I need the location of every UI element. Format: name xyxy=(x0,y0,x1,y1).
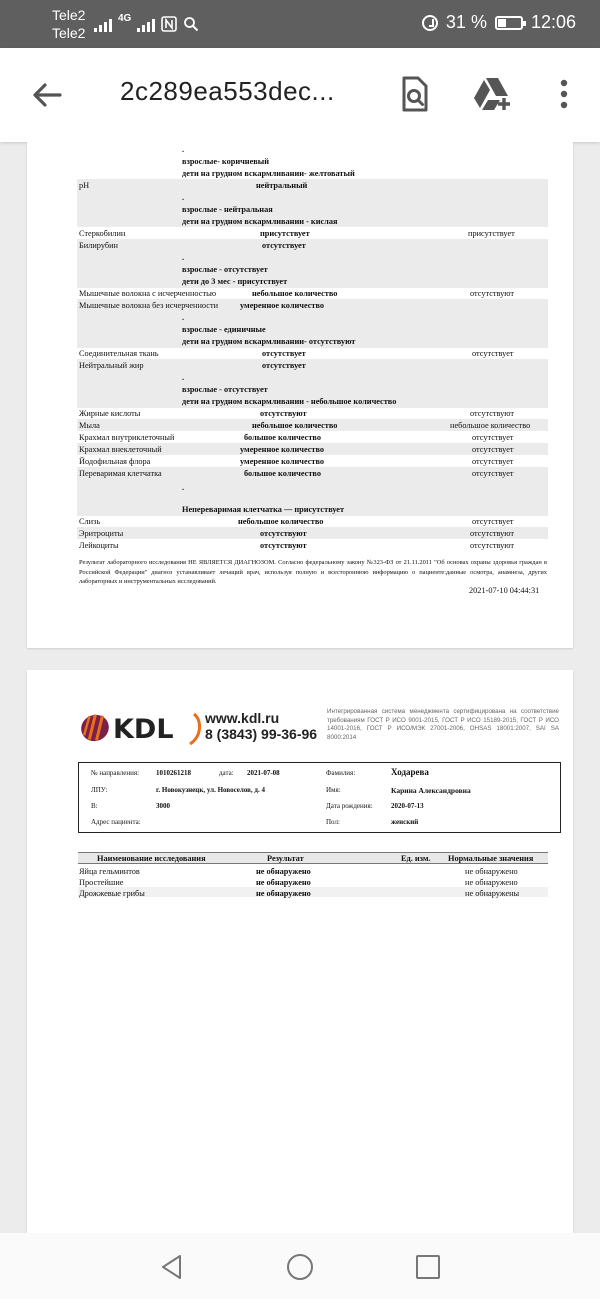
column-header: Наименование исследования xyxy=(97,854,206,863)
dot-marker: . xyxy=(182,253,185,262)
disclaimer-text: Результат лабораторного исследования НЕ ЯВЛЯЕТСЯ ДИАГНОЗОМ. Согласно федеральному закону №323-ФЗ от 21.11.2011 "Об основах охраны здоровья граждан в Российской Федерации" диагноз устанавливает лечащий врач, используя полную и всестороннюю информацию о пациенте:данные осмотра, анамнеза, других лабораторных и инструментальных исследований. xyxy=(79,559,547,586)
test-name-ph: pH xyxy=(79,181,90,190)
test-norm-erythrocytes: отсутствуют xyxy=(470,529,515,538)
referral-date: 2021-07-08 xyxy=(247,769,280,777)
test-result-digestible-fiber: большое количество xyxy=(244,469,321,478)
norm-line: взрослые - нейтральная xyxy=(182,205,273,214)
norm-line: взрослые - отсутствует xyxy=(182,265,268,274)
battery-percent: 31 % xyxy=(445,12,487,32)
pdf-page-2 xyxy=(27,670,573,1233)
table-row-name: Простейшие xyxy=(79,878,124,887)
norm-line: дети на грудном вскармливании- желтоватый xyxy=(182,169,355,178)
test-result-ph: нейтральный xyxy=(256,181,308,190)
test-norm-mucus: отсутствует xyxy=(472,517,514,526)
test-norm-starch-intra: отсутствует xyxy=(472,433,514,442)
date-label: дата: xyxy=(219,769,234,777)
test-result-bilirubin: отсутствует xyxy=(262,241,306,250)
test-name-iodophil: Йодофильная флора xyxy=(79,457,151,466)
referral-number: 1010261218 xyxy=(156,769,191,777)
carrier-names xyxy=(52,6,85,42)
test-norm-iodophil: отсутствует xyxy=(472,457,514,466)
test-name-starch-intra: Крахмал внутриклеточный xyxy=(79,433,175,442)
test-name-bilirubin: Билирубин xyxy=(79,241,118,250)
battery-icon xyxy=(495,16,523,30)
find-in-document-icon[interactable] xyxy=(394,74,434,114)
test-result-starch-extra: умеренное количество xyxy=(240,445,325,454)
dot-marker: . xyxy=(182,313,185,322)
column-header: Ед. изм. xyxy=(401,854,431,863)
table-row-name: Дрожжевые грибы xyxy=(79,889,145,898)
norm-line: взрослые - единичные xyxy=(182,325,266,334)
sex-label: Пол: xyxy=(326,818,340,826)
norm-line: дети на грудном вскармливании- отсутствуют xyxy=(182,337,356,346)
dob-label: Дата рождения: xyxy=(326,802,373,810)
patient-info-box xyxy=(78,762,561,833)
test-result-iodophil: умеренное количество xyxy=(240,457,325,466)
norm-line: дети до 3 мес - присутствует xyxy=(182,277,288,286)
test-result-mucus: небольшое количество xyxy=(238,517,324,526)
test-result-muscle-1: небольшое количество xyxy=(252,289,338,298)
dob-value: 2020-07-13 xyxy=(391,802,424,810)
test-name-stercobilin: Стеркобилин xyxy=(79,229,126,238)
doctor-value: 3000 xyxy=(156,802,170,810)
carrier-1: Tele2 xyxy=(52,7,86,23)
dot-marker: . xyxy=(182,193,185,202)
test-name-erythrocytes: Эритроциты xyxy=(79,529,124,538)
test-norm-digestible-fiber: отсутствует xyxy=(472,469,514,478)
back-arrow-icon[interactable] xyxy=(30,78,64,112)
norm-line: дети на грудном вскармливании - небольшое количество xyxy=(182,397,397,406)
test-name-soap: Мыла xyxy=(79,421,100,430)
test-name-starch-extra: Крахмал внеклеточный xyxy=(79,445,162,454)
test-result-neutral-fat: отсутствует xyxy=(262,361,306,370)
dot-marker: . xyxy=(182,373,185,382)
table-row-norm: не обнаружены xyxy=(465,889,520,898)
print-timestamp: 2021-07-10 04:44:31 xyxy=(469,586,540,595)
status-right xyxy=(422,12,576,33)
nav-recents-icon[interactable] xyxy=(414,1253,442,1281)
column-header: Результат xyxy=(267,854,304,863)
more-options-icon[interactable] xyxy=(545,74,583,114)
lpu-label: ЛПУ: xyxy=(91,786,108,794)
test-result-connective: отсутствует xyxy=(262,349,306,358)
test-norm-soap: небольшое количество xyxy=(450,421,531,430)
dot-marker: . xyxy=(182,483,185,492)
system-nav-bar xyxy=(0,1233,600,1299)
document-title: 2c289ea553dec... xyxy=(120,76,335,106)
table-row-result: не обнаружено xyxy=(256,878,311,887)
test-name-muscle-1: Мышечные волокна с исчерченностью xyxy=(79,289,217,298)
table-row-norm: не обнаружено xyxy=(465,867,518,876)
signal-icon xyxy=(94,18,112,32)
test-result-muscle-2: умеренное количество xyxy=(240,301,325,310)
indigestible-fiber-line: Непереваримая клетчатка — присутствует xyxy=(182,505,345,514)
test-norm-connective: отсутствует xyxy=(472,349,514,358)
test-norm-leukocytes: отсутствуют xyxy=(470,541,515,550)
test-norm-stercobilin: присутствует xyxy=(468,229,515,238)
status-bar xyxy=(0,0,600,48)
table-row-norm: не обнаружено xyxy=(465,878,518,887)
table-row-result: не обнаружено xyxy=(256,889,311,898)
row-band xyxy=(77,179,548,191)
signal-icon-2 xyxy=(137,18,155,32)
test-result-starch-intra: большое количество xyxy=(244,433,321,442)
surname-label: Фамилия: xyxy=(326,769,356,777)
surname-value: Ходарева xyxy=(391,767,429,777)
table-row-result: не обнаружено xyxy=(256,867,311,876)
svg-text:KDL: KDL xyxy=(113,714,174,745)
clock: 12:06 xyxy=(530,12,576,32)
network-type: 4G xyxy=(118,13,132,24)
test-result-soap: небольшое количество xyxy=(252,421,338,430)
test-name-fatty-acids: Жирные кислоты xyxy=(79,409,141,418)
app-bar xyxy=(0,48,600,142)
norm-line: взрослые- коричневый xyxy=(182,157,270,166)
test-result-stercobilin: присутствует xyxy=(260,229,310,238)
test-result-fatty-acids: отсутствуют xyxy=(260,409,307,418)
dot-marker: . xyxy=(182,145,185,154)
test-result-leukocytes: отсутствуют xyxy=(260,541,307,550)
test-norm-fatty-acids: отсутствуют xyxy=(470,409,515,418)
carrier-2: Tele2 xyxy=(52,25,86,41)
test-name-mucus: Слизь xyxy=(79,517,101,526)
norm-line: взрослые - отсутствует xyxy=(182,385,268,394)
name-value: Карина Александровна xyxy=(391,786,471,795)
test-name-muscle-2: Мышечные волокна без исчерченности xyxy=(79,301,219,310)
sex-value: женский xyxy=(391,818,419,826)
pdf-page-1 xyxy=(27,142,573,648)
search-icon xyxy=(183,16,199,32)
test-name-digestible-fiber: Переваримая клетчатка xyxy=(79,469,162,478)
test-result-erythrocytes: отсутствуют xyxy=(260,529,307,538)
address-label: Адрес пациента: xyxy=(91,818,141,826)
test-name-neutral-fat: Нейтральный жир xyxy=(79,361,144,370)
doctor-label: В: xyxy=(91,802,98,810)
test-name-leukocytes: Лейкоциты xyxy=(79,541,119,550)
signal-icons xyxy=(94,14,199,32)
nav-home-icon[interactable] xyxy=(286,1253,314,1281)
alarm-icon xyxy=(422,15,438,31)
certification-text: Интегрированная система менеджмента сертифицирована на соответствие требованиям ГОСТ Р ИСО 9001-2015, ГОСТ Р ИСО 15189-2015, ГОСТ Р ИСО 14001-2016, ГОСТ Р ИСО/МЭК 27001-2006, OHSAS 18001:2007, SAI SA 8000:2014 xyxy=(327,708,559,741)
column-header: Нормальные значения xyxy=(448,854,534,863)
norm-line: дети на грудном вскармливании - кислая xyxy=(182,217,338,226)
row-band xyxy=(77,239,548,288)
name-label: Имя: xyxy=(326,786,341,794)
test-name-connective: Соединительная ткань xyxy=(79,349,159,358)
lpu-value: г. Новокузнецк, ул. Новоселов, д. 4 xyxy=(156,786,265,794)
nav-back-icon[interactable] xyxy=(158,1253,186,1281)
kdl-logo xyxy=(79,708,209,748)
lab-website: www.kdl.ru xyxy=(205,710,280,726)
table-row-name: Яйца гельминтов xyxy=(79,867,140,876)
add-to-drive-icon[interactable] xyxy=(472,74,512,114)
referral-label: № направления: xyxy=(91,769,140,777)
lab-phone: 8 (3843) 99-36-96 xyxy=(205,726,318,742)
test-norm-starch-extra: отсутствует xyxy=(472,445,514,454)
nfc-icon xyxy=(161,16,177,32)
test-norm-muscle-1: отсутствуют xyxy=(470,289,515,298)
